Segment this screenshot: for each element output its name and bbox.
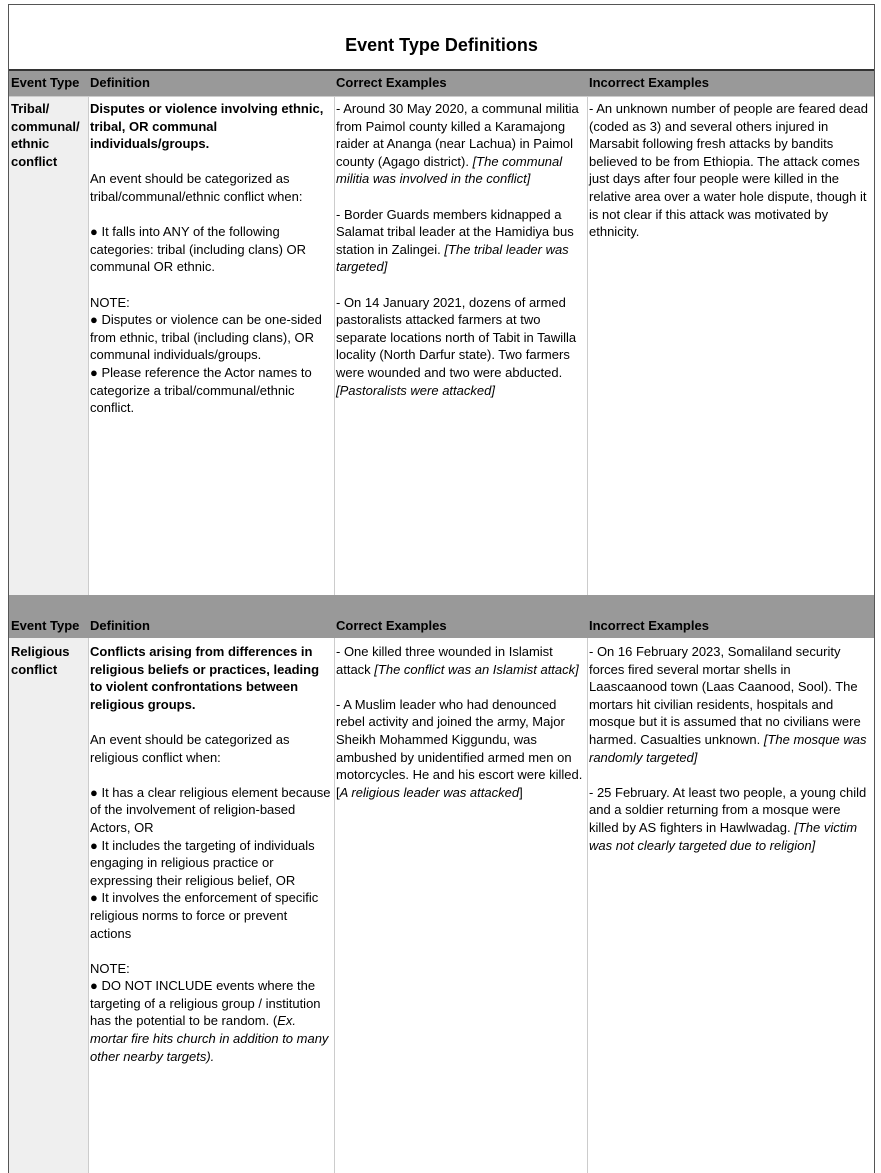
row2-event-type-cell <box>9 638 88 1173</box>
paragraph <box>336 643 584 678</box>
text-run: - Around 30 May 2020, a communal militia from Paimol county killed a Karamajong raider at Ananga (near Lachua) in Paimol county (Agago district). <box>336 101 579 169</box>
text-run: - 25 February. At least two people, a young child and a soldier returning from a mosque were killed by AS fighters in Hawlwadag. <box>589 784 867 835</box>
text-run: [The communal militia was involved in the conflict] <box>336 153 563 187</box>
paragraph <box>336 206 584 276</box>
row2-event-type: Religious conflict <box>11 644 70 677</box>
blank-line <box>90 942 332 960</box>
header-row-2 <box>9 595 874 638</box>
text-run: [The conflict was an Islamist attack] <box>374 661 579 677</box>
text-run: Conflicts arising from differences in religious beliefs or practices, leading to violent confrontations between religious groups. <box>90 644 320 712</box>
paragraph <box>90 889 332 942</box>
text-run: [The tribal leader was targeted] <box>336 241 569 275</box>
blank-line <box>90 153 332 171</box>
paragraph <box>90 643 332 713</box>
gridline <box>9 96 874 97</box>
text-run: ● Please reference the Actor names to categorize a tribal/communal/ethnic conflict. <box>90 364 312 416</box>
text-run: NOTE: <box>90 960 130 976</box>
text-run: An event should be categorized as religious conflict when: <box>90 731 290 765</box>
blank-line <box>589 766 871 784</box>
text-run: ● It has a clear religious element because of the involvement of religion-based Actors, OR <box>90 784 331 835</box>
text-run: - One killed three wounded in Islamist attack <box>336 644 553 677</box>
text-run: Disputes or violence involving ethnic, tribal, OR communal individuals/groups. <box>90 101 324 152</box>
text-run: - An unknown number of people are feared dead (coded as 3) and several others injured in Marsabit following fresh attacks by bandits believed to be from Ethiopia. The attack comes just days after four people were killed in the relative area over a water hole dispute, though it is not clear if this attack was motivated by ethnicity. <box>589 101 868 240</box>
gridline <box>334 638 335 1173</box>
text-run: ● DO NOT INCLUDE events where the targeting of a religious group / institution has the potential to be random. ( <box>90 978 321 1029</box>
paragraph <box>90 364 332 417</box>
text-run: [The mosque was randomly targeted] <box>589 731 867 765</box>
paragraph <box>336 100 584 188</box>
row2-definition <box>90 643 332 1065</box>
blank-line <box>90 766 332 784</box>
text-run: ● It falls into ANY of the following categories: tribal (including clans) OR communal OR ethnic. <box>90 224 307 275</box>
paragraph <box>90 784 332 837</box>
text-run: Ex. mortar fire hits church in addition to many other nearby targets). <box>90 1013 329 1064</box>
paragraph <box>90 311 332 364</box>
paragraph <box>90 223 332 276</box>
text-run: - On 16 February 2023, Somaliland security forces fired several mortar shells in Laascaanood town (Laas Caanood, Sool). The mortars hit civilian residents, hospitals and mosque but it is assumed that no civilians were harmed. Casualties unknown. <box>589 644 861 747</box>
row2-incorrect-examples <box>589 643 871 854</box>
paragraph <box>336 294 584 400</box>
blank-line <box>336 276 584 294</box>
blank-line <box>90 276 332 294</box>
blank-line <box>90 206 332 224</box>
title-text: Event Type Definitions <box>345 35 538 55</box>
header-row-1 <box>9 69 874 96</box>
text-run: ] <box>519 784 523 800</box>
text-run: [Pastoralists were attacked] <box>336 382 495 398</box>
row1-event-type: Tribal/ communal/ ethnic conflict <box>11 101 80 169</box>
text-run: - On 14 January 2021, dozens of armed pastoralists attacked farmers at two separate locations north of Tabit in Tawilla locality (North Darfur state). Two farmers were wounded and two were abducted. <box>336 294 577 380</box>
paragraph <box>90 170 332 205</box>
header-incorrect-examples: Incorrect Examples <box>589 75 709 90</box>
text-run: - Border Guards members kidnapped a Salamat tribal leader at the Hamidiya bus station in Zalingei. <box>336 206 574 257</box>
paragraph <box>90 977 332 1065</box>
paragraph <box>90 837 332 890</box>
blank-line <box>336 188 584 206</box>
paragraph <box>90 731 332 766</box>
gridline <box>88 638 89 1173</box>
text-run: A religious leader was attacked <box>339 784 520 800</box>
text-run: An event should be categorized as tribal/communal/ethnic conflict when: <box>90 171 303 204</box>
paragraph <box>90 100 332 153</box>
paragraph <box>589 643 871 766</box>
paragraph <box>90 960 332 978</box>
definitions-sheet <box>8 4 875 1173</box>
paragraph <box>90 294 332 312</box>
blank-line <box>336 678 584 696</box>
text-run: [The victim was not clearly targeted due to religion] <box>589 819 858 853</box>
text-run: - A Muslim leader who had denounced rebel activity and joined the army, Major Sheikh Mohammed Kiggundu, was ambushed by unidentified armed men on motorcycles. He and his escort were killed. [ <box>336 696 583 800</box>
gridline <box>88 96 89 595</box>
gridline <box>587 96 588 595</box>
text-run: NOTE: <box>90 294 130 310</box>
row1-event-type-cell <box>9 96 88 595</box>
header-event-type: Event Type <box>11 618 80 633</box>
header-definition: Definition <box>90 618 150 633</box>
paragraph <box>336 696 584 802</box>
blank-line <box>90 713 332 731</box>
text-run: ● Disputes or violence can be one-sided from ethnic, tribal (including clans), OR communal individuals/groups. <box>90 312 322 363</box>
gridline <box>334 96 335 595</box>
header-incorrect-examples: Incorrect Examples <box>589 618 709 633</box>
row1-incorrect-examples <box>589 100 871 241</box>
row1-correct-examples <box>336 100 584 399</box>
header-definition: Definition <box>90 75 150 90</box>
row2-correct-examples <box>336 643 584 801</box>
header-correct-examples: Correct Examples <box>336 75 447 90</box>
text-run: ● It involves the enforcement of specific religious norms to force or prevent actions <box>90 890 319 941</box>
row1-definition <box>90 100 332 417</box>
paragraph <box>589 784 871 854</box>
paragraph <box>589 100 871 241</box>
sheet-title <box>9 5 874 69</box>
gridline <box>587 638 588 1173</box>
header-event-type: Event Type <box>11 75 80 90</box>
text-run: ● It includes the targeting of individuals engaging in religious practice or expressing their religious belief, OR <box>90 837 315 888</box>
header-correct-examples: Correct Examples <box>336 618 447 633</box>
